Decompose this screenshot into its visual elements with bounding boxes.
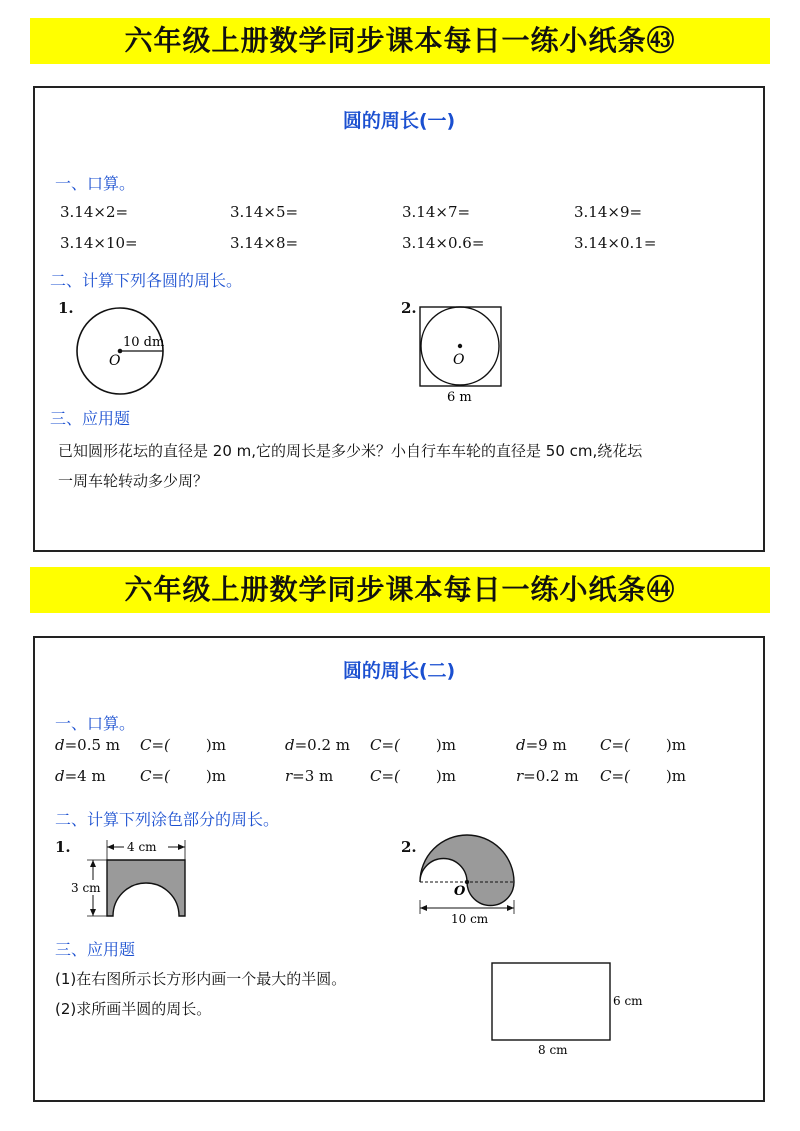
answer-blank: C=( )m — [600, 736, 686, 754]
lesson-title: 圆的周长(二) — [342, 660, 456, 682]
calc-item: 3.14×7= — [402, 203, 471, 221]
oral-item: d=9 m — [516, 736, 567, 754]
oral-item: r=3 m — [285, 767, 334, 785]
calc-item: 3.14×10= — [60, 234, 138, 252]
section-word-problem: 三、应用题 — [50, 409, 131, 428]
answer-blank: C=( )m — [600, 767, 686, 785]
center-label: O — [454, 884, 466, 899]
section-shaded-perimeter: 二、计算下列涂色部分的周长。 — [55, 810, 280, 829]
question-number: 2. — [401, 838, 417, 856]
calc-item: 3.14×0.6= — [402, 234, 485, 252]
banner-sheet-43: 六年级上册数学同步课本每日一练小纸条㊸ — [30, 18, 770, 64]
width-label: 10 cm — [451, 912, 489, 926]
problem-line: 一周车轮转动多少周？ — [58, 472, 209, 490]
width-label: 4 cm — [127, 840, 157, 854]
oral-item: r=0.2 m — [516, 767, 579, 785]
blank-rectangle-figure — [35, 638, 767, 1104]
calc-item: 3.14×5= — [230, 203, 299, 221]
lesson-title: 圆的周长(一) — [342, 110, 456, 132]
calc-item: 3.14×8= — [230, 234, 299, 252]
center-label: O — [109, 353, 121, 369]
section-oral-calc: 一、口算。 — [55, 174, 136, 193]
height-label: 3 cm — [71, 881, 101, 895]
calc-item: 3.14×0.1= — [574, 234, 657, 252]
oral-item: d=4 m — [55, 767, 106, 785]
answer-blank: C=( )m — [140, 736, 226, 754]
worksheet-card-44 — [33, 636, 765, 1102]
radius-label: 10 dm — [123, 335, 165, 350]
section-circle-perimeter: 二、计算下列各圆的周长。 — [50, 271, 243, 290]
problem-line: 已知圆形花坛的直径是 20 m,它的周长是多少米？小自行车车轮的直径是 50 cm,绕花坛 — [58, 442, 643, 460]
banner-sheet-44: 六年级上册数学同步课本每日一练小纸条㊹ — [30, 567, 770, 613]
section-oral-calc: 一、口算。 — [55, 714, 136, 733]
center-label: O — [453, 352, 465, 368]
task-line: (1)在右图所示长方形内画一个最大的半圆。 — [55, 970, 347, 988]
section-word-problem: 三、应用题 — [55, 940, 136, 959]
oral-item: d=0.2 m — [285, 736, 351, 754]
task-line: (2)求所画半圆的周长。 — [55, 1000, 212, 1018]
answer-blank: C=( )m — [140, 767, 226, 785]
answer-blank: C=( )m — [370, 767, 456, 785]
calc-item: 3.14×9= — [574, 203, 643, 221]
oral-item: d=0.5 m — [55, 736, 121, 754]
question-number: 1. — [58, 299, 74, 317]
rect-width-label: 8 cm — [538, 1043, 568, 1057]
question-number: 1. — [55, 838, 71, 856]
side-label: 6 m — [447, 390, 472, 405]
answer-blank: C=( )m — [370, 736, 456, 754]
question-number: 2. — [401, 299, 417, 317]
rect-height-label: 6 cm — [613, 994, 643, 1008]
worksheet-card-43 — [33, 86, 765, 552]
calc-item: 3.14×2= — [60, 203, 129, 221]
